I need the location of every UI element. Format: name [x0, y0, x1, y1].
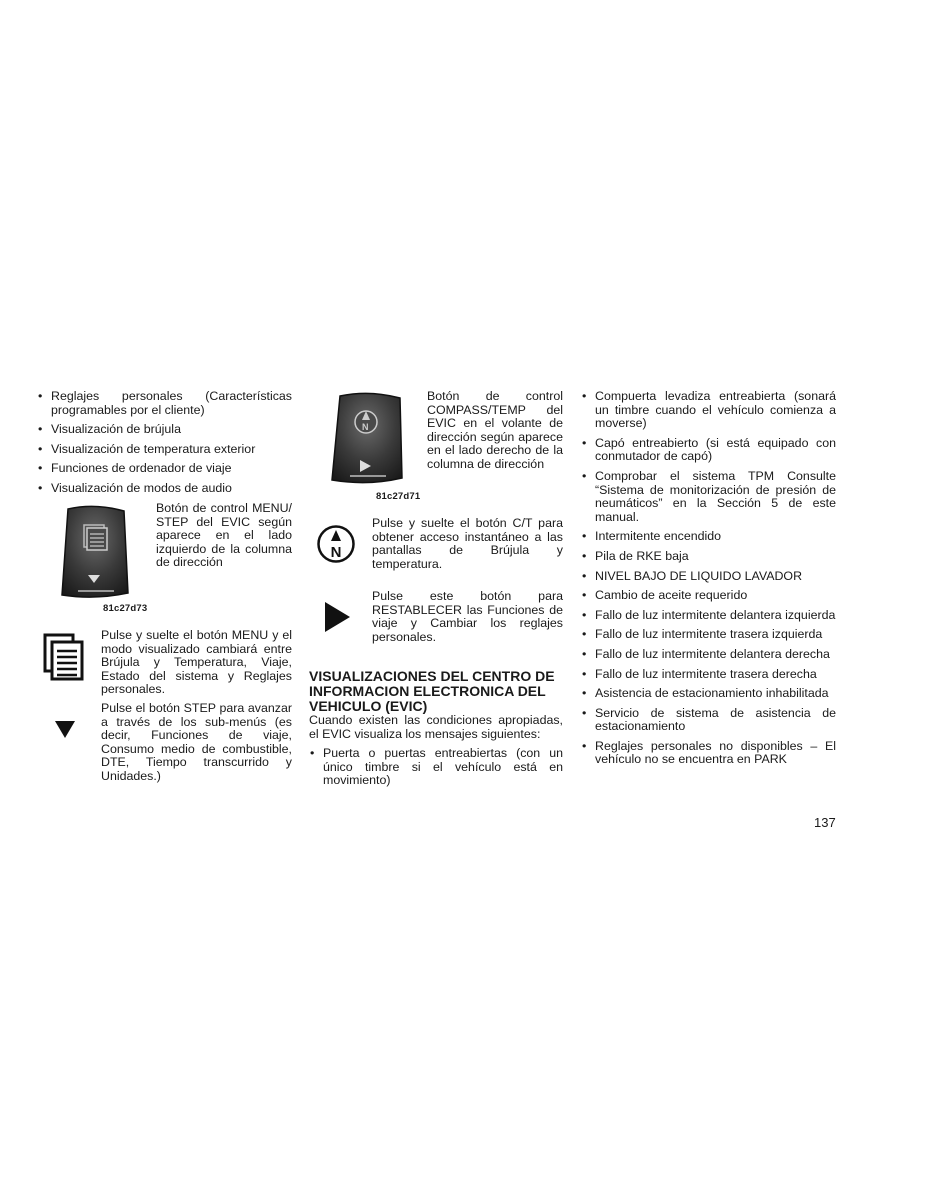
compass-button-description: Pulse y suelte el botón C/T para obtener acceso instantáneo a las pantallas de Brújula y temperatura.: [372, 516, 563, 571]
list-item: • Compuerta levadiza entreabierta (sonará un timbre cuando el vehículo comienza a moverse): [581, 390, 836, 431]
reset-button-description: Pulse este botón para RESTABLECER las Funciones de viaje y Cambiar los reglajes personales.: [372, 589, 563, 644]
list-item: • Comprobar el sistema TPM Consulte “Sistema de monitorización de presión de neumáticos” en la Sección 5 de este manual.: [581, 470, 836, 524]
compass-temp-caption: Botón de control COMPASS/TEMP del EVIC en el volante de dirección según aparece en el lado derecho de la columna de dirección: [427, 389, 563, 471]
list-item: • Cambio de aceite requerido: [581, 589, 836, 603]
menu-button-description: Pulse y suelte el botón MENU y el modo visualizado cambiará entre Brújula y Temperatura, Viaje, Estado del sistema y Reglajes personales.: [101, 628, 292, 697]
list-item: • Capó entreabierto (si está equipado con conmutador de capó): [581, 437, 836, 464]
list-item: • Visualización de temperatura exterior: [37, 443, 292, 457]
list-item: • Intermitente encendido: [581, 530, 836, 544]
list-item: • Funciones de ordenador de viaje: [37, 462, 292, 476]
step-button-description: Pulse el botón STEP para avanzar a través de los sub-menús (es decir, Funciones de viaje, Consumo medio de combustible, DTE, Tiempo transcurrido y Unidades.): [101, 701, 292, 783]
list-item: • Fallo de luz intermitente delantera derecha: [581, 648, 836, 662]
compass-icon-letter: N: [330, 544, 342, 561]
svg-text:N: N: [362, 422, 369, 432]
left-column: [37, 390, 292, 502]
list-item: • Reglajes personales (Características programables por el cliente): [37, 390, 292, 417]
list-item: • Fallo de luz intermitente trasera derecha: [581, 668, 836, 682]
left-feature-list: [37, 390, 292, 496]
list-item: • Visualización de brújula: [37, 423, 292, 437]
list-item: • Pila de RKE baja: [581, 550, 836, 564]
compass-icon: [316, 524, 356, 564]
evic-section-heading: VISUALIZACIONES DEL CENTRO DE INFORMACION ELECTRONICA DEL VEHICULO (EVIC): [309, 668, 555, 714]
list-item: • Reglajes personales no disponibles – El vehículo no se encuentra en PARK: [581, 740, 836, 767]
evic-message-list-start: [309, 747, 563, 794]
compass-temp-button-photo: [330, 392, 406, 486]
menu-step-button-photo: [60, 505, 130, 600]
evic-message-list: [581, 390, 836, 767]
menu-step-caption: Botón de control MENU/ STEP del EVIC según aparece en el lado izquierdo de la columna de dirección: [156, 501, 292, 570]
list-item: • Visualización de modos de audio: [37, 482, 292, 496]
menu-icon: [42, 632, 86, 682]
list-item: • Asistencia de estacionamiento inhabilitada: [581, 687, 836, 701]
list-item: • Fallo de luz intermitente delantera izquierda: [581, 609, 836, 623]
page-number: 137: [814, 815, 836, 830]
menu-step-figure-label: 81c27d73: [103, 603, 148, 614]
list-item: • NIVEL BAJO DE LIQUIDO LAVADOR: [581, 570, 836, 584]
evic-intro-text: Cuando existen las condiciones apropiadas, el EVIC visualiza los mensajes siguientes:: [309, 713, 563, 741]
right-column: [581, 390, 836, 773]
compass-temp-figure-label: 81c27d71: [376, 491, 421, 502]
step-down-triangle-icon: [55, 721, 75, 739]
reset-play-triangle-icon: [325, 602, 351, 632]
list-item: • Fallo de luz intermitente trasera izquierda: [581, 628, 836, 642]
list-item: • Servicio de sistema de asistencia de estacionamiento: [581, 707, 836, 734]
list-item: • Puerta o puertas entreabiertas (con un único timbre si el vehículo está en movimiento): [309, 747, 563, 788]
